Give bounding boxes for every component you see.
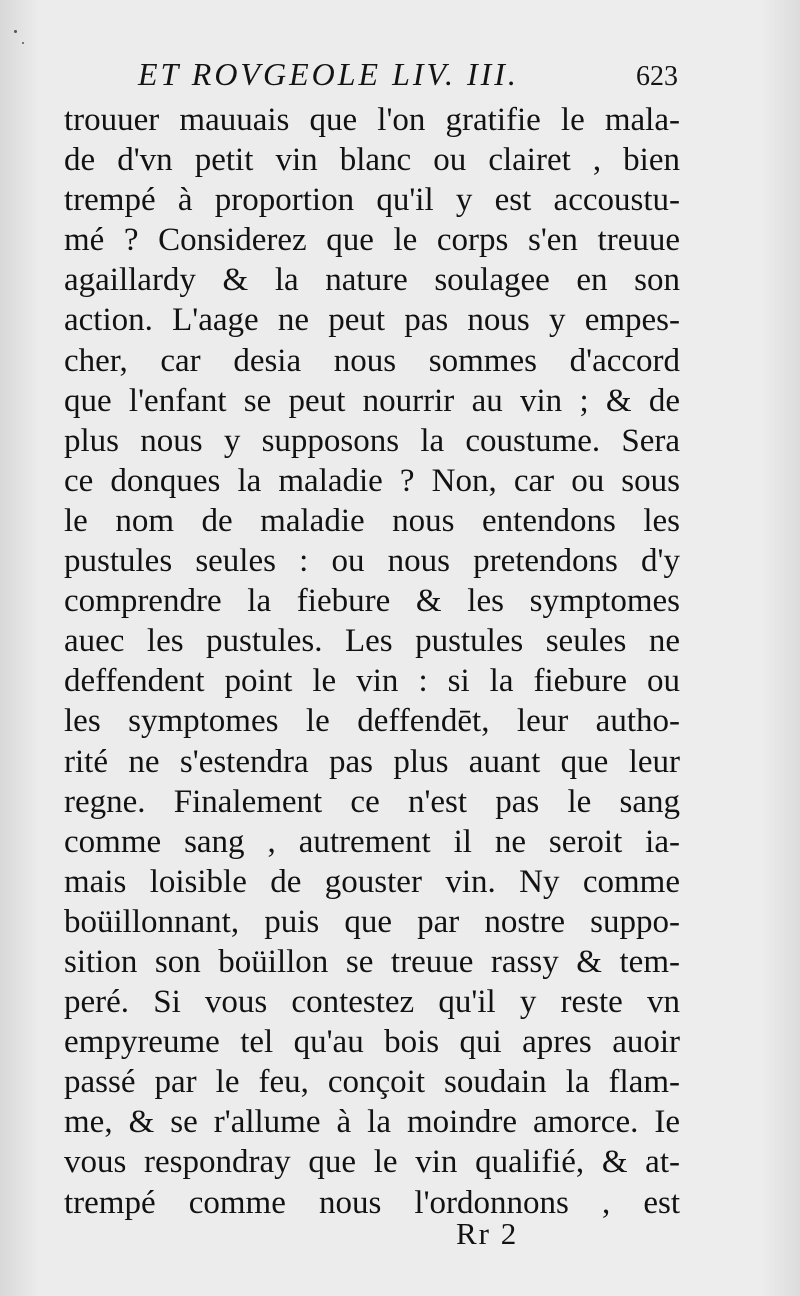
text-line: vous respondray que le vin qualifié, & at-: [64, 1144, 680, 1181]
text-line: deffendent point le vin : si la fiebure ou: [64, 663, 680, 700]
text-line: mais loisible de gouster vin. Ny comme: [64, 863, 680, 900]
body-text: [64, 100, 680, 1223]
scan-speck: [14, 30, 17, 33]
text-line: cher, car desia nous sommes d'accord: [64, 342, 680, 379]
text-line: que l'enfant se peut nourrir au vin ; & de: [64, 382, 680, 419]
running-head-title: ET ROVGEOLE LIV. III.: [138, 56, 519, 92]
text-line: empyreume tel qu'au bois qui apres auoir: [64, 1024, 680, 1061]
text-line: le nom de maladie nous entendons les: [64, 502, 680, 539]
scan-speck: [22, 42, 24, 44]
text-line: passé par le feu, conçoit soudain la flam-: [64, 1064, 680, 1101]
text-line: boüillonnant, puis que par nostre suppo-: [64, 903, 680, 940]
text-line: mé ? Considerez que le corps s'en treuue: [64, 222, 680, 259]
text-line: trempé comme nous l'ordonnons , est: [64, 1184, 680, 1221]
text-line: ce donques la maladie ? Non, car ou sous: [64, 462, 680, 499]
text-line: pustules seules : ou nous pretendons d'y: [64, 543, 680, 580]
text-line: trempé à proportion qu'il y est accoustu-: [64, 182, 680, 219]
text-line: agaillardy & la nature soulagee en son: [64, 262, 680, 299]
text-line: me, & se r'allume à la moindre amorce. Ie: [64, 1104, 680, 1141]
text-line: comme sang , autrement il ne seroit ia-: [64, 823, 680, 860]
page-number: 623: [636, 61, 678, 92]
text-line: action. L'aage ne peut pas nous y empes-: [64, 302, 680, 339]
text-line: peré. Si vous contestez qu'il y reste vn: [64, 984, 680, 1021]
text-line: plus nous y supposons la coustume. Sera: [64, 422, 680, 459]
text-line: sition son boüillon se treuue rassy & tem-: [64, 943, 680, 980]
signature-mark: Rr 2: [456, 1216, 519, 1251]
text-line: regne. Finalement ce n'est pas le sang: [64, 783, 680, 820]
text-line: trouuer mauuais que l'on gratifie le mala-: [64, 102, 680, 138]
text-line: les symptomes le deffendēt, leur autho-: [64, 703, 680, 740]
running-head: [138, 56, 678, 96]
text-line: auec les pustules. Les pustules seules ne: [64, 623, 680, 660]
text-line: de d'vn petit vin blanc ou clairet , bien: [64, 142, 680, 179]
text-line: rité ne s'estendra pas plus auant que leur: [64, 743, 680, 780]
text-line: comprendre la fiebure & les symptomes: [64, 583, 680, 620]
